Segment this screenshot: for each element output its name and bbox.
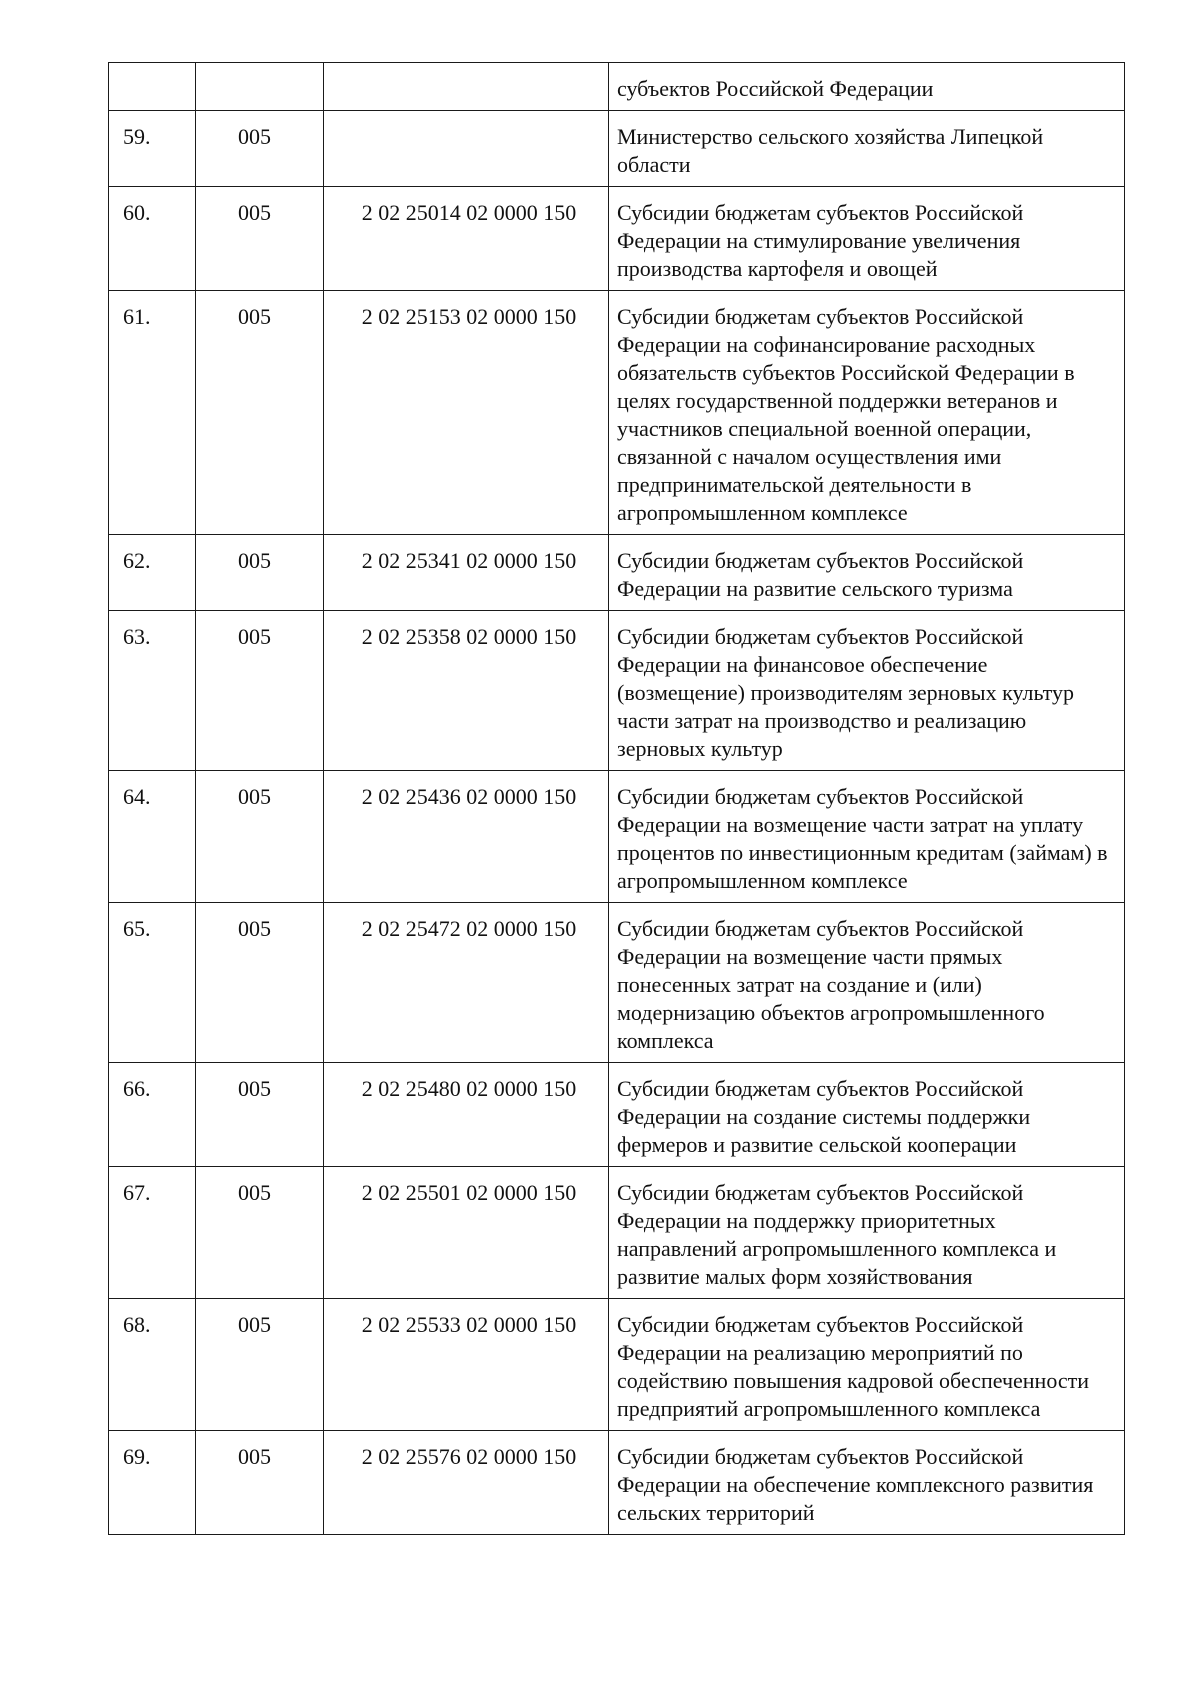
row-number: 65. (109, 903, 196, 1063)
table-row (109, 771, 1125, 903)
revenue-name: Субсидии бюджетам субъектов Российской Федерации на развитие сельского туризма (609, 535, 1125, 611)
revenue-name: Субсидии бюджетам субъектов Российской Федерации на финансовое обеспечение (возмещение) производителям зерновых культур части затрат на производство и реализацию зерновых культур (609, 611, 1125, 771)
administrator-code: 005 (196, 903, 324, 1063)
budget-classification-code: 2 02 25480 02 0000 150 (324, 1063, 609, 1167)
administrator-code: 005 (196, 1167, 324, 1299)
table-row (109, 111, 1125, 187)
budget-classification-code: 2 02 25472 02 0000 150 (324, 903, 609, 1063)
row-number: 60. (109, 187, 196, 291)
administrator-code: 005 (196, 1299, 324, 1431)
row-number: 61. (109, 291, 196, 535)
budget-classification-code: 2 02 25501 02 0000 150 (324, 1167, 609, 1299)
budget-classification-code: 2 02 25533 02 0000 150 (324, 1299, 609, 1431)
table-row (109, 1167, 1125, 1299)
table-row (109, 1431, 1125, 1535)
table-row (109, 1063, 1125, 1167)
table-row (109, 535, 1125, 611)
table-body (109, 63, 1125, 1535)
revenue-name: Субсидии бюджетам субъектов Российской Федерации на возмещение части прямых понесенных затрат на создание и (или) модернизацию объектов агропромышленного комплекса (609, 903, 1125, 1063)
table-row (109, 63, 1125, 111)
administrator-code: 005 (196, 1063, 324, 1167)
table-row (109, 291, 1125, 535)
table-row (109, 187, 1125, 291)
revenue-name: Министерство сельского хозяйства Липецкой области (609, 111, 1125, 187)
revenue-name: Субсидии бюджетам субъектов Российской Федерации на возмещение части затрат на уплату процентов по инвестиционным кредитам (займам) в агропромышленном комплексе (609, 771, 1125, 903)
budget-classification-code (324, 63, 609, 111)
revenue-name: Субсидии бюджетам субъектов Российской Федерации на стимулирование увеличения производства картофеля и овощей (609, 187, 1125, 291)
revenue-name: Субсидии бюджетам субъектов Российской Федерации на создание системы поддержки фермеров и развитие сельской кооперации (609, 1063, 1125, 1167)
table-row (109, 1299, 1125, 1431)
administrator-code: 005 (196, 111, 324, 187)
administrator-code (196, 63, 324, 111)
administrator-code: 005 (196, 771, 324, 903)
row-number: 68. (109, 1299, 196, 1431)
revenue-name: Субсидии бюджетам субъектов Российской Федерации на софинансирование расходных обязательств субъектов Российской Федерации в целях государственной поддержки ветеранов и участников специальной военной операции, связанной с началом осуществления ими предпринимательской деятельности в агропромышленном комплексе (609, 291, 1125, 535)
revenue-name: Субсидии бюджетам субъектов Российской Федерации на поддержку приоритетных направлений агропромышленного комплекса и развитие малых форм хозяйствования (609, 1167, 1125, 1299)
budget-classification-code (324, 111, 609, 187)
revenue-name: Субсидии бюджетам субъектов Российской Федерации на обеспечение комплексного развития сельских территорий (609, 1431, 1125, 1535)
budget-classification-code: 2 02 25014 02 0000 150 (324, 187, 609, 291)
row-number: 63. (109, 611, 196, 771)
row-number: 69. (109, 1431, 196, 1535)
row-number: 66. (109, 1063, 196, 1167)
revenue-name: Субсидии бюджетам субъектов Российской Федерации на реализацию мероприятий по содействию повышения кадровой обеспеченности предприятий агропромышленного комплекса (609, 1299, 1125, 1431)
revenue-codes-table (108, 62, 1125, 1535)
table-row (109, 611, 1125, 771)
table-row (109, 903, 1125, 1063)
budget-classification-code: 2 02 25341 02 0000 150 (324, 535, 609, 611)
administrator-code: 005 (196, 611, 324, 771)
administrator-code: 005 (196, 535, 324, 611)
revenue-name: субъектов Российской Федерации (609, 63, 1125, 111)
row-number: 64. (109, 771, 196, 903)
budget-classification-code: 2 02 25576 02 0000 150 (324, 1431, 609, 1535)
budget-classification-code: 2 02 25153 02 0000 150 (324, 291, 609, 535)
budget-classification-code: 2 02 25358 02 0000 150 (324, 611, 609, 771)
administrator-code: 005 (196, 187, 324, 291)
administrator-code: 005 (196, 1431, 324, 1535)
row-number: 62. (109, 535, 196, 611)
row-number (109, 63, 196, 111)
administrator-code: 005 (196, 291, 324, 535)
row-number: 59. (109, 111, 196, 187)
row-number: 67. (109, 1167, 196, 1299)
budget-classification-code: 2 02 25436 02 0000 150 (324, 771, 609, 903)
